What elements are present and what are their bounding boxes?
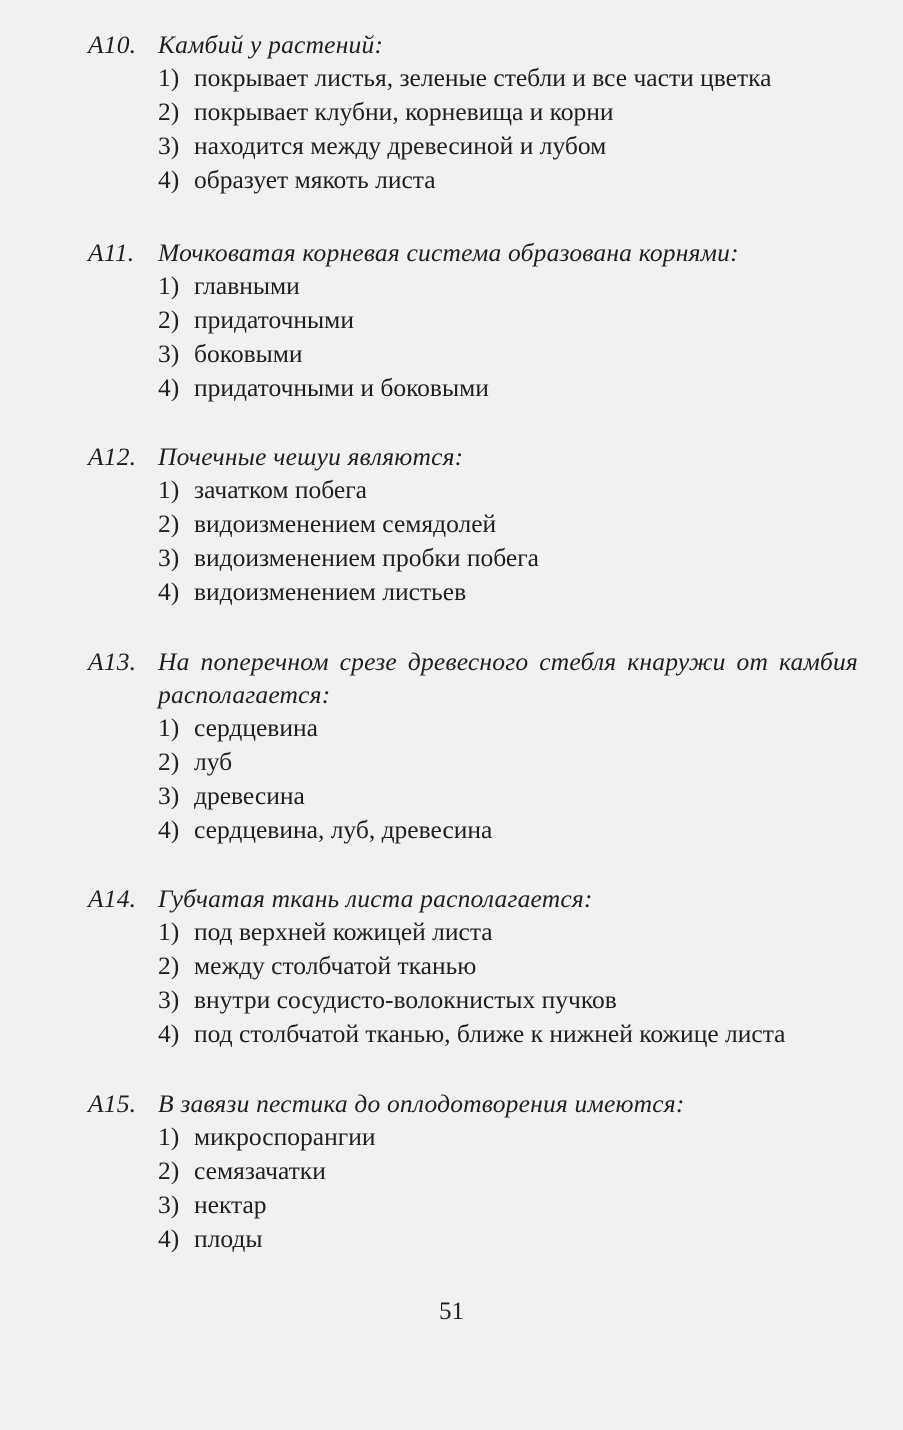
option-number: 1) — [158, 271, 180, 300]
question-a12 — [88, 440, 868, 609]
answer-option — [158, 1120, 868, 1154]
option-text: между столбчатой тканью — [194, 951, 477, 980]
question-header — [88, 645, 868, 711]
answer-option — [158, 163, 868, 197]
question-text: Мочковатая корневая система образована корнями: — [158, 238, 739, 267]
option-number: 4) — [158, 815, 180, 844]
answer-option — [158, 1154, 868, 1188]
option-text: плоды — [194, 1224, 263, 1253]
answer-option — [158, 507, 868, 541]
option-text: под столбчатой тканью, ближе к нижней кожице листа — [194, 1019, 786, 1048]
option-number: 2) — [158, 305, 180, 334]
option-number: 3) — [158, 985, 180, 1014]
question-header — [88, 1087, 868, 1120]
question-text: На поперечном срезе древесного стебля кнаружи от камбия располагается: — [158, 647, 858, 709]
answer-option — [158, 1017, 868, 1051]
option-text: древесина — [194, 781, 305, 810]
answer-option — [158, 983, 868, 1017]
question-header — [88, 440, 868, 473]
answer-option — [158, 745, 868, 779]
answer-option — [158, 129, 868, 163]
option-text: видоизменением семядолей — [194, 509, 497, 538]
option-number: 4) — [158, 577, 180, 606]
option-text: видоизменением пробки побега — [194, 543, 539, 572]
question-number: А14. — [88, 884, 137, 913]
answer-option — [158, 337, 868, 371]
question-a14 — [88, 882, 868, 1051]
option-text: микроспорангии — [194, 1122, 376, 1151]
answer-options — [88, 473, 868, 609]
option-text: главными — [194, 271, 300, 300]
answer-option — [158, 915, 868, 949]
question-text: Губчатая ткань листа располагается: — [158, 884, 593, 913]
answer-option — [158, 779, 868, 813]
option-number: 3) — [158, 543, 180, 572]
question-number: А10. — [88, 30, 137, 59]
answer-option — [158, 1188, 868, 1222]
option-number: 1) — [158, 63, 180, 92]
answer-option — [158, 575, 868, 609]
answer-option — [158, 61, 868, 95]
option-text: семязачатки — [194, 1156, 326, 1185]
answer-option — [158, 813, 868, 847]
option-text: видоизменением листьев — [194, 577, 467, 606]
question-number: А13. — [88, 647, 137, 676]
option-text: боковыми — [194, 339, 303, 368]
option-text: зачатком побега — [194, 475, 367, 504]
question-text: В завязи пестика до оплодотворения имеются: — [158, 1089, 685, 1118]
option-number: 2) — [158, 509, 180, 538]
option-number: 1) — [158, 713, 180, 742]
option-text: придаточными — [194, 305, 354, 334]
option-number: 3) — [158, 781, 180, 810]
option-number: 2) — [158, 1156, 180, 1185]
question-number: А15. — [88, 1089, 137, 1118]
option-number: 4) — [158, 1019, 180, 1048]
question-number: А12. — [88, 442, 137, 471]
answer-option — [158, 711, 868, 745]
option-text: внутри сосудисто-волокнистых пучков — [194, 985, 617, 1014]
answer-option — [158, 949, 868, 983]
option-number: 1) — [158, 1122, 180, 1151]
option-text: луб — [194, 747, 233, 776]
question-header — [88, 28, 868, 61]
option-text: сердцевина, луб, древесина — [194, 815, 493, 844]
option-text: покрывает клубни, корневища и корни — [194, 97, 614, 126]
answer-options — [88, 269, 868, 405]
answer-options — [88, 61, 868, 197]
option-text: придаточными и боковыми — [194, 373, 489, 402]
page-number: 51 — [439, 1298, 464, 1325]
option-number: 1) — [158, 917, 180, 946]
question-text: Почечные чешуи являются: — [158, 442, 464, 471]
option-text: находится между древесиной и лубом — [194, 131, 607, 160]
option-text: нектар — [194, 1190, 267, 1219]
question-number: А11. — [88, 238, 135, 267]
question-text: Камбий у растений: — [158, 30, 384, 59]
answer-option — [158, 1222, 868, 1256]
question-a10 — [88, 28, 868, 197]
answer-option — [158, 303, 868, 337]
option-text: образует мякоть листа — [194, 165, 436, 194]
question-a13 — [88, 645, 868, 847]
option-number: 3) — [158, 131, 180, 160]
option-number: 2) — [158, 97, 180, 126]
option-number: 2) — [158, 951, 180, 980]
option-number: 3) — [158, 339, 180, 368]
answer-options — [88, 915, 868, 1051]
answer-option — [158, 95, 868, 129]
answer-options — [88, 711, 868, 847]
question-a11 — [88, 236, 868, 405]
answer-option — [158, 269, 868, 303]
option-number: 4) — [158, 165, 180, 194]
option-number: 1) — [158, 475, 180, 504]
option-number: 4) — [158, 1224, 180, 1253]
option-text: под верхней кожицей листа — [194, 917, 493, 946]
answer-option — [158, 473, 868, 507]
question-header — [88, 882, 868, 915]
answer-options — [88, 1120, 868, 1256]
answer-option — [158, 541, 868, 575]
answer-option — [158, 371, 868, 405]
option-number: 4) — [158, 373, 180, 402]
option-number: 2) — [158, 747, 180, 776]
option-number: 3) — [158, 1190, 180, 1219]
option-text: покрывает листья, зеленые стебли и все части цветка — [194, 63, 772, 92]
option-text: сердцевина — [194, 713, 318, 742]
question-a15 — [88, 1087, 868, 1256]
question-header — [88, 236, 868, 269]
